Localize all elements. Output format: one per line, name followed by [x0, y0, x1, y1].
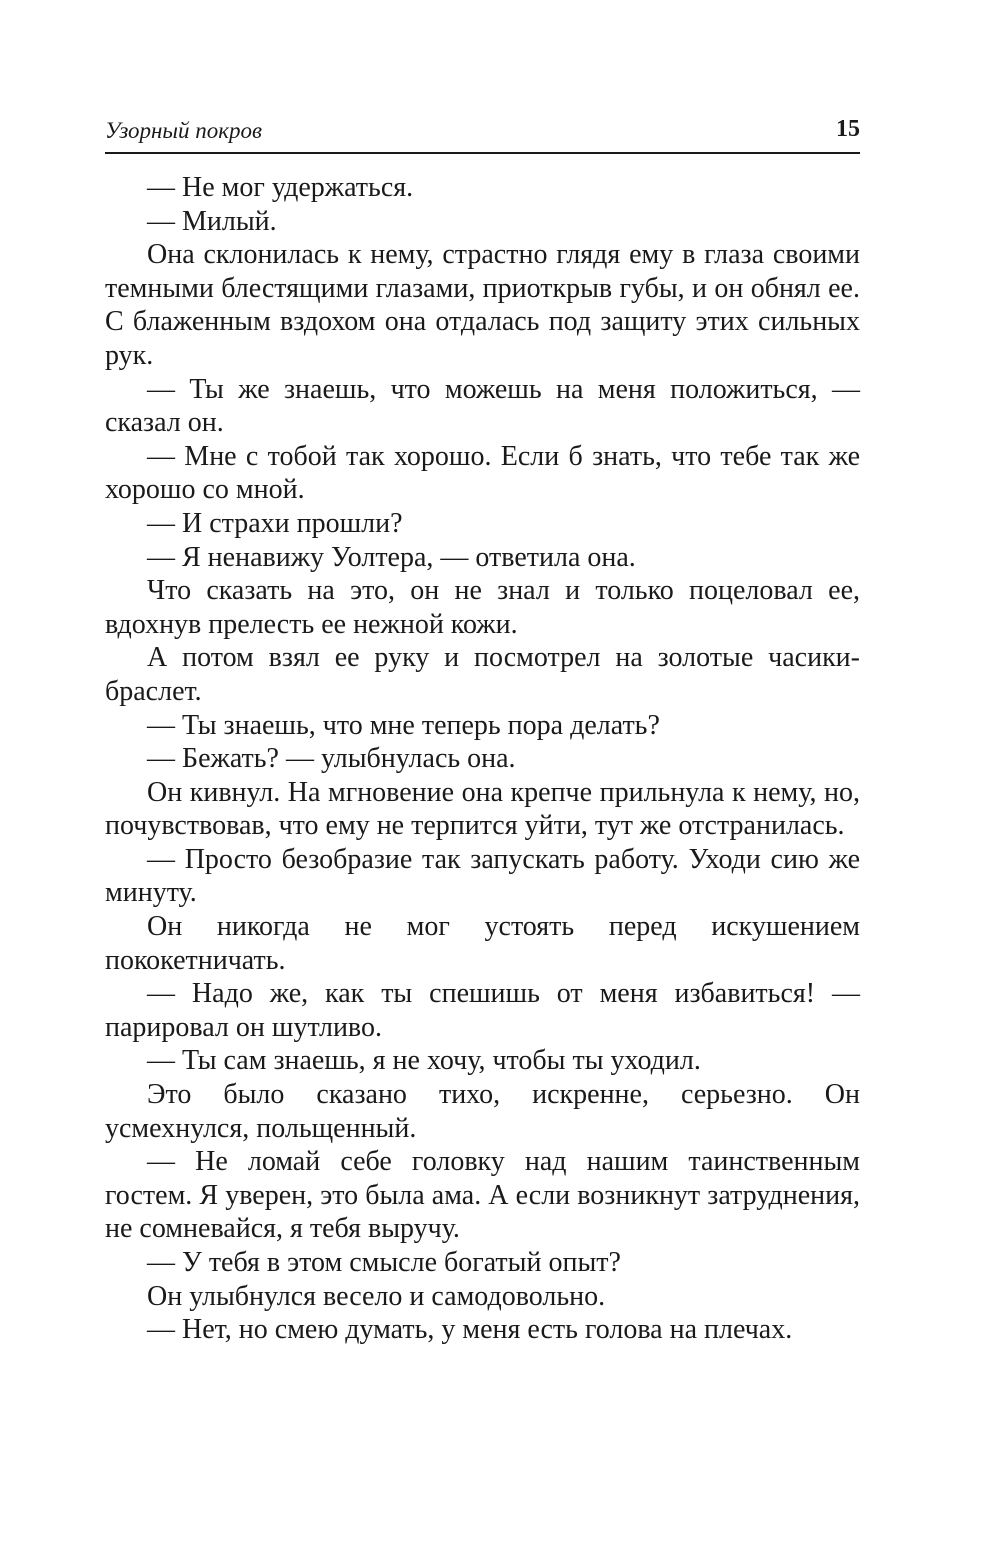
paragraph: Это было сказано тихо, искренне, серьезно. Он усмехнулся, польщенный.: [105, 1079, 860, 1144]
paragraph: Он кивнул. На мгновение она крепче прильнула к нему, но, почувствовав, что ему не терпится уйти, тут же отстранилась.: [105, 776, 860, 842]
paragraph: Он никогда не мог устоять перед искушением пококетничать.: [105, 911, 860, 976]
paragraph: — Не мог удержаться.: [147, 172, 414, 203]
paragraph: Она склонилась к нему, страстно глядя ему в глаза своими темными блестящими глазами, приоткрыв губы, и он обнял ее. С блаженным вздохом она отдалась под защиту этих сильных рук.: [105, 239, 860, 371]
page-header: [105, 112, 860, 154]
page-number: 15: [836, 116, 860, 142]
paragraph: — Я ненавижу Уолтера, — ответила она.: [147, 541, 636, 573]
paragraph: — Милый.: [147, 205, 277, 237]
body-text: [105, 171, 860, 1347]
paragraph: — Ты знаешь, что мне теперь пора делать?: [147, 709, 660, 741]
paragraph: — Просто безобразие так запускать работу. Уходи сию же минуту.: [105, 843, 860, 909]
paragraph: — Ты же знаешь, что можешь на меня положиться, — сказал он.: [105, 373, 860, 439]
paragraph: А потом взял ее руку и посмотрел на золотые часики-браслет.: [105, 642, 860, 707]
paragraph: — Надо же, как ты спешишь от меня избавиться! — парировал он шутливо.: [105, 978, 860, 1043]
paragraph: — Ты сам знаешь, я не хочу, чтобы ты уходил.: [147, 1045, 701, 1077]
paragraph: — И страхи прошли?: [147, 507, 403, 539]
paragraph: — Бежать? — улыбнулась она.: [147, 743, 516, 775]
paragraph: — Нет, но смею думать, у меня есть голова на плечах.: [147, 1314, 793, 1346]
paragraph: Что сказать на это, он не знал и только поцеловал ее, вдохнув прелесть ее нежной кожи.: [105, 575, 860, 640]
paragraph: — Не ломай себе головку над нашим таинственным гостем. Я уверен, это была ама. А если возникнут затруднения, не сомневайся, я тебя выручу.: [105, 1146, 860, 1245]
running-title: Узорный покров: [105, 118, 262, 143]
paragraph: Он улыбнулся весело и самодовольно.: [147, 1280, 606, 1312]
paragraph: — У тебя в этом смысле богатый опыт?: [147, 1247, 621, 1278]
paragraph: — Мне с тобой так хорошо. Если б знать, что тебе так же хорошо со мной.: [105, 440, 860, 506]
